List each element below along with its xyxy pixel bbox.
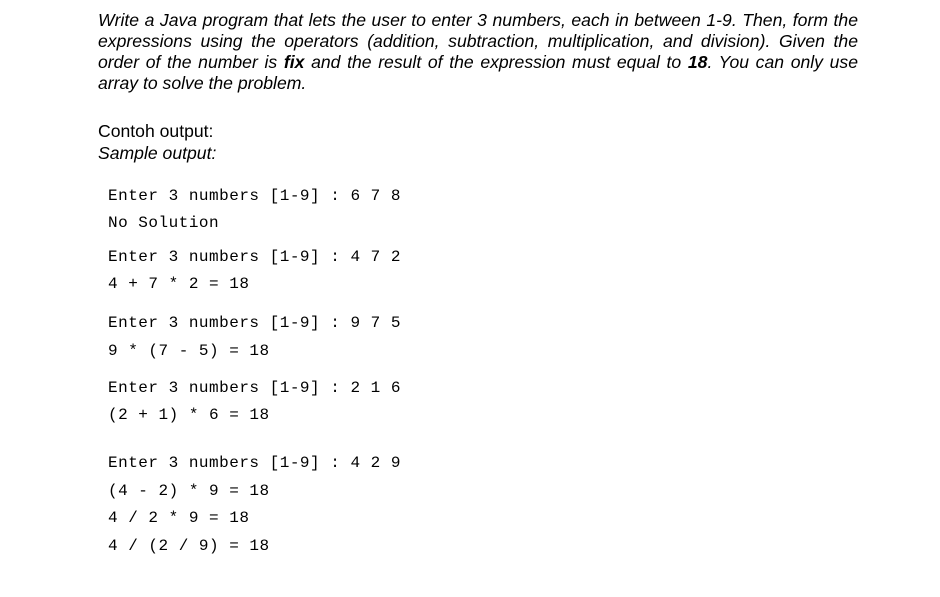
sample-output-heading: Sample output: <box>98 143 217 163</box>
example-4-output-1: (2 + 1) * 6 = 18 <box>108 406 270 424</box>
problem-statement <box>98 10 858 94</box>
example-1-prompt: Enter 3 numbers [1-9] : 6 7 8 <box>108 187 401 205</box>
problem-text-3: . You can only use array to solve the problem. <box>98 52 858 93</box>
example-2-output-1: 4 + 7 * 2 = 18 <box>108 275 250 293</box>
example-3-prompt: Enter 3 numbers [1-9] : 9 7 5 <box>108 314 401 332</box>
example-5-output-3: 4 / (2 / 9) = 18 <box>108 537 270 555</box>
problem-bold-18: 18 <box>687 52 708 72</box>
example-1-output-1: No Solution <box>108 214 220 232</box>
problem-bold-fix: fix <box>283 52 305 72</box>
example-5-output-1: (4 - 2) * 9 = 18 <box>108 482 270 500</box>
example-5-output-2: 4 / 2 * 9 = 18 <box>108 509 250 527</box>
problem-text-2: and the result of the expression must equal to <box>304 52 688 72</box>
example-5-prompt: Enter 3 numbers [1-9] : 4 2 9 <box>108 454 401 472</box>
example-3-output-1: 9 * (7 - 5) = 18 <box>108 342 270 360</box>
example-2-prompt: Enter 3 numbers [1-9] : 4 7 2 <box>108 248 401 266</box>
problem-text-1: Write a Java program that lets the user to enter 3 numbers, each in between 1-9. Then, form the expressions using the operators (addition, subtraction, multiplication, and division). Given the order of the number is <box>98 10 858 72</box>
example-4-prompt: Enter 3 numbers [1-9] : 2 1 6 <box>108 379 401 397</box>
contoh-output-heading: Contoh output: <box>98 121 214 141</box>
